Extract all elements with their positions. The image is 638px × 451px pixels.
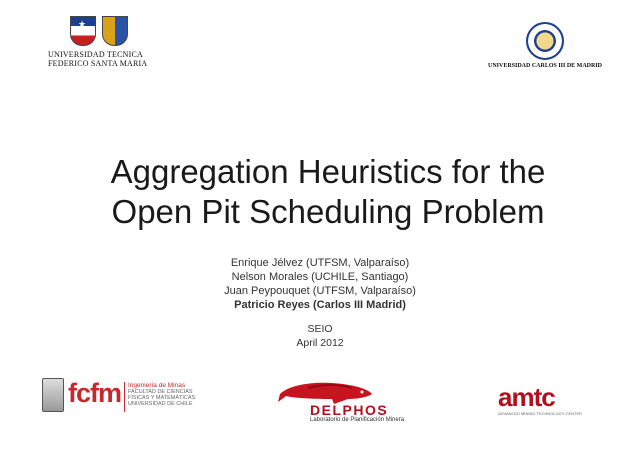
author-item: Nelson Morales (UCHILE, Santiago): [231, 271, 409, 283]
amtc-logo: [498, 384, 598, 414]
delphos-subtitle: Laboratorio de Planificación Minera: [310, 417, 405, 423]
utfsm-logo: [48, 16, 158, 68]
utfsm-name: UNIVERSIDAD TECNICA FEDERICO SANTA MARIA: [48, 50, 148, 68]
slide-title: [108, 152, 548, 232]
title-line-1: Aggregation Heuristics for the: [110, 153, 546, 190]
uc3m-seal-icon: [526, 22, 564, 60]
uchile-crest-icon: [42, 378, 64, 412]
fcfm-wordmark: fcfm: [68, 378, 122, 408]
venue-date: April 2012: [296, 337, 344, 349]
author-item-presenter: Patricio Reyes (Carlos III Madrid): [234, 299, 406, 311]
utfsm-shield-icon: [102, 16, 128, 46]
chile-shield-icon: ★: [70, 16, 96, 46]
amtc-wordmark: amtc: [498, 382, 555, 412]
author-list: [160, 256, 480, 312]
venue-name: SEIO: [307, 323, 333, 335]
delphos-wordmark: DELPHOS: [310, 402, 389, 418]
title-line-2: Open Pit Scheduling Problem: [111, 193, 545, 230]
amtc-subtitle: ADVANCED MINING TECHNOLOGY CENTER: [498, 411, 583, 416]
uc3m-name: UNIVERSIDAD CARLOS III DE MADRID: [487, 63, 602, 69]
uc3m-logo: [485, 22, 605, 69]
fcfm-divider: [124, 382, 125, 412]
venue: [200, 322, 440, 350]
delphos-logo: [266, 380, 406, 422]
author-item: Juan Peypouquet (UTFSM, Valparaíso): [224, 285, 416, 297]
fcfm-logo: [42, 374, 194, 418]
utfsm-shields: [70, 16, 158, 46]
author-item: Enrique Jélvez (UTFSM, Valparaíso): [230, 257, 410, 269]
fcfm-subtitle: Ingeniería de Minas FACULTAD DE CIENCIAS FÍSICAS Y MATEMÁTICAS UNIVERSIDAD DE CHILE: [128, 382, 196, 407]
